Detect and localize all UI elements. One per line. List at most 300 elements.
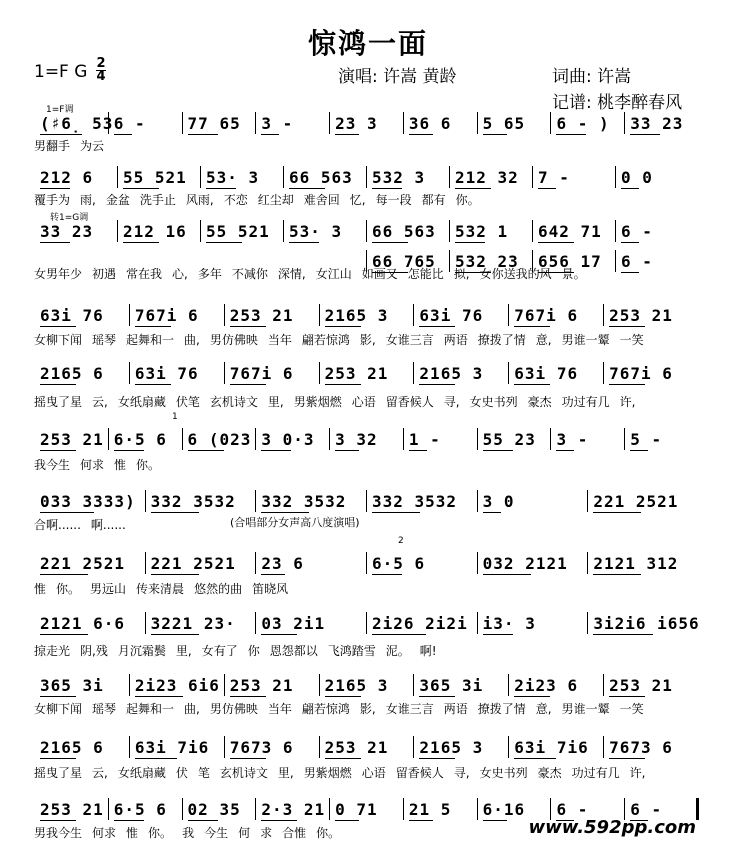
lyrics-row [34,137,698,154]
lyric-word: 你。 [455,193,480,207]
lyric-word: 常在我 [126,267,163,281]
bar-line [477,428,478,450]
key-change-label: 1=F调 [46,105,74,115]
lyric-word: 起舞和一 [126,702,175,716]
lyric-word: 为云 [80,139,105,153]
lyric-word: 啊! [419,644,437,658]
beam-line [372,634,426,635]
beam-line [409,820,433,821]
bar-line [145,552,146,574]
lyric-word: 女江山 [315,267,352,281]
beam-line [325,326,361,327]
lyric-word: 合啊...... [34,518,81,532]
bar-line [224,736,225,758]
measure: 332 3532 [372,492,458,511]
bar-line [615,220,616,242]
lyric-word: 忆, [349,193,366,207]
measure: 2165 3 [324,306,389,325]
bar-line [615,250,616,272]
lyric-word: 当年 [267,702,292,716]
beam-line [261,820,297,821]
lyric-word: 许, [619,395,636,409]
measure: 212 16 [123,222,187,241]
bar-line [319,362,320,384]
bar-line [449,220,450,242]
lyric-word: 摇曳了星 [34,766,83,780]
lyric-word: 撩拨了情 [477,333,526,347]
bar-line [329,798,330,820]
lyric-word: 瑶琴 [92,333,117,347]
score-row [34,168,698,192]
bar-line [117,220,118,242]
beam-line [621,188,639,189]
beam-line [514,326,550,327]
beam-line [123,188,159,189]
measure: 3 0 [482,492,515,511]
measure: 66 563 [372,222,436,241]
meter-bottom: 4 [96,69,106,84]
chorus-note: (合唱部分女声高八度演唱) [230,516,360,529]
measure: 6 (023 [187,430,252,449]
lyric-word: 飞鸿踏雪 [327,644,376,658]
measure: 7673 6 [609,738,673,757]
bar-line [117,166,118,188]
measure: 253 21 [609,306,673,325]
beam-line [114,450,144,451]
score-row [34,554,698,578]
lyric-word: 多年 [197,267,222,281]
measure: 5 65 [482,114,526,133]
lyric-word: 曲, [184,333,200,347]
beam-line [455,242,485,243]
lyric-word: 啊...... [90,518,126,532]
lyric-word: 难舍回 [303,193,340,207]
lyric-word: 云, [92,395,108,409]
lyric-word: 每一段 [375,193,412,207]
measure: 33 23 [630,114,684,133]
measure: 0 0 [621,168,653,187]
beam-line [114,820,144,821]
bar-line [532,166,533,188]
beam-line [261,634,297,635]
measure: 53· 3 [289,222,343,241]
bar-line [283,166,284,188]
lyric-word: 你 [247,644,260,658]
lyric-word: 都有 [421,193,446,207]
measure: 63i 7i6 [134,738,210,757]
lyric-word: 留香候人 [395,766,444,780]
bar-line [550,112,551,134]
lyric-word: 笛晓风 [252,582,289,596]
beam-line [609,696,645,697]
lyric-word: 里, [175,644,192,658]
measure: 55 23 [482,430,536,449]
beam-line [188,820,218,821]
score-row [34,676,698,700]
lyric-word: 寻, [443,395,460,409]
lyric-word: 求 [260,826,273,840]
measure: 63i 76 [40,306,104,325]
beam-line [514,758,556,759]
beam-line [419,758,455,759]
lyric-word: 功过有几 [561,395,610,409]
measure: 332 3532 [261,492,347,511]
measure: 1 - [408,430,441,449]
lyric-word: 男紫烟燃 [293,395,342,409]
bar-line [477,490,478,512]
lyric-word: 何求 [92,826,117,840]
beam-line [40,758,76,759]
lyric-word: 影, [359,333,376,347]
bar-line [413,736,414,758]
measure: 02 35 [187,800,241,819]
bar-line [108,798,109,820]
measure: 6 - [621,222,653,241]
lyric-word: 传来清晨 [136,582,185,596]
measure: 2i23 6 [514,676,579,695]
bar-line [129,304,130,326]
lyric-word: 女史书列 [479,766,528,780]
bar-line [587,612,588,634]
bar-line [319,736,320,758]
score-row [34,614,698,638]
lyric-word: 月沉霜鬓 [117,644,166,658]
lyric-word: 男谁一颦 [561,702,610,716]
lyric-word: 起舞和一 [126,333,175,347]
measure: 66 563 [289,168,353,187]
bar-line [508,304,509,326]
final-bar-line [696,798,699,820]
bar-line [413,674,414,696]
beam-line [230,696,266,697]
beam-line [630,450,648,451]
lyric-word: 女谁三言 [385,702,434,716]
measure: 532 23 [455,252,519,271]
beam-line [538,242,574,243]
meter-top: 2 [96,56,106,71]
bar-line [366,250,367,272]
beam-line [372,272,408,273]
measure: 6 - [630,800,663,819]
beam-line [409,134,433,135]
lyric-word: 心语 [361,766,386,780]
beam-line [455,188,491,189]
bar-line [508,674,509,696]
bar-line [108,428,109,450]
beam-line [261,450,291,451]
beam-line [123,242,159,243]
beam-line [135,758,177,759]
measure: 03 2i1 [261,614,326,633]
measure: 55 521 [206,222,270,241]
measure: 23 6 [261,554,304,573]
bar-line [255,612,256,634]
beam-line [483,634,513,635]
lyric-word: 女你送我的风 [479,267,552,281]
score-row [34,738,698,762]
bar-line [255,490,256,512]
beam-line [335,134,359,135]
bar-line [329,112,330,134]
beam-line [151,634,199,635]
bar-line [403,798,404,820]
measure: 221 2521 [40,554,126,573]
measure: 253 21 [229,676,294,695]
measure: 767i 6 [514,306,579,325]
beam-line [40,696,76,697]
measure: 532 1 [455,222,509,241]
measure: 3 0·3 [261,430,315,449]
lyric-word: 男仿佛映 [209,702,258,716]
beam-line [483,134,507,135]
measure: 767i 6 [609,364,673,383]
lyric-word: 瑶琴 [92,702,117,716]
lyric-word: 我 [182,826,195,840]
lyric-word: 男我今生 [34,826,83,840]
bar-line [532,220,533,242]
beam-line [372,512,420,513]
beam-line [372,188,402,189]
beam-line [40,634,88,635]
lyric-word: 翩若惊鸿 [301,702,350,716]
bar-line [532,250,533,272]
lyric-word: 女谁三言 [385,333,434,347]
measure: 656 17 [538,252,602,271]
bar-line [200,220,201,242]
measure: 6 - [621,252,653,271]
measure: 253 21 [40,430,104,449]
lyric-word: 我今生 [34,458,71,472]
lyric-word: 你。 [56,582,81,596]
lyric-word: 红尘却 [257,193,294,207]
bar-line [477,798,478,820]
lyric-word: 一笑 [619,333,644,347]
lyric-word: 男紫烟燃 [303,766,352,780]
measure: (♯6̣ 53 [40,114,114,133]
key-change-label: 转1=G调 [50,213,89,223]
lyric-word: 你。 [136,458,161,472]
score-row [34,114,698,138]
bar-line [403,112,404,134]
bar-line [366,552,367,574]
lyric-word: 寻, [453,766,470,780]
measure: 365 3i [40,676,104,695]
bar-line [224,674,225,696]
beam-line [372,574,402,575]
score-row [34,252,698,276]
bar-line [413,304,414,326]
lyric-word: 意, [535,702,552,716]
bar-line [145,612,146,634]
lyric-word: 摇曳了星 [34,395,83,409]
beam-line [40,820,76,821]
beam-line [40,384,76,385]
lyric-word: 伏笔 [175,395,200,409]
lyrics-row [34,191,698,208]
lyric-word: 男远山 [90,582,127,596]
beam-line [609,326,645,327]
lyric-word: 留香候人 [385,395,434,409]
lyric-word: 不减你 [231,267,268,281]
beam-line [40,450,76,451]
bar-line [477,552,478,574]
measure: 55 521 [123,168,187,187]
lyric-word: 女纸扇藏 [117,766,166,780]
lyric-word: 女男年少 [34,267,83,281]
lyrics-row [34,580,698,597]
beam-line [230,758,266,759]
beam-line [556,134,586,135]
lyric-word: 洗手止 [139,193,176,207]
lyric-word: 两语 [443,333,468,347]
lyric-word: 金盆 [105,193,130,207]
lyric-word: 泥。 [385,644,410,658]
lyric-word: 玄机诗文 [209,395,258,409]
lyric-word: 一笑 [619,702,644,716]
bar-line [182,112,183,134]
measure: 2165 6 [40,364,104,383]
beam-line [289,188,325,189]
beam-line [630,134,660,135]
lyric-word: 你。 [316,826,341,840]
measure: 6·5 6 [113,430,167,449]
measure: 6 - [556,800,589,819]
measure: 365 3i [419,676,484,695]
beam-line [230,384,266,385]
bar-line [224,304,225,326]
lyric-word: 深情, [277,267,306,281]
measure: 21 5 [408,800,452,819]
bar-line [624,112,625,134]
measure: 6 - [113,114,146,133]
lyric-word: 翩若惊鸿 [301,333,350,347]
lyric-word: 惟 [114,458,127,472]
lyric-word: 豪杰 [537,766,562,780]
lyric-word: 里, [277,766,294,780]
lyric-word: 伏 [175,766,188,780]
beam-line [230,326,266,327]
measure: 253 21 [609,676,673,695]
bar-line [366,612,367,634]
measure: 253 21 [324,364,389,383]
measure: 66 765 [372,252,436,271]
lyric-word: 许, [629,766,646,780]
bar-line [200,166,201,188]
lyric-word: 惟 [34,582,47,596]
lyric-word: 男翻手 [34,139,71,153]
beam-line [483,574,531,575]
score-row [34,306,698,330]
beam-line [514,696,550,697]
lyric-word: 心语 [351,395,376,409]
beam-line [40,134,82,135]
measure: 63i 76 [514,364,579,383]
measure: 6·16 [482,800,526,819]
measure: 2165 3 [324,676,389,695]
lyric-word: 悠然的曲 [194,582,243,596]
key-signature: 1=F G [34,62,88,82]
beam-line [40,188,70,189]
beam-line [621,242,639,243]
lyric-word: 玄机诗文 [219,766,268,780]
composer: 词曲: 许嵩 [552,67,632,87]
beam-line [514,384,550,385]
measure: 253 21 [229,306,294,325]
lyric-word: 惟 [126,826,139,840]
beam-line [419,384,455,385]
measure: 53· 3 [206,168,260,187]
beam-line [483,512,501,513]
bar-line [366,490,367,512]
beam-line [325,758,361,759]
measure: 63i 76 [419,306,484,325]
bar-line [129,736,130,758]
beam-line [261,134,279,135]
beam-line [409,450,427,451]
bar-line [508,736,509,758]
lyric-word: 影, [359,702,376,716]
lyric-word: 女纸扇藏 [117,395,166,409]
measure: 2165 6 [40,738,104,757]
bar-line [255,798,256,820]
lyric-word: 曲, [184,702,200,716]
measure: 33 23 [40,222,94,241]
measure: 3 - [261,114,294,133]
beam-line [151,512,199,513]
bar-line [603,304,604,326]
lyric-word: 两语 [443,702,468,716]
measure: 221 2521 [150,554,236,573]
beam-line [455,272,491,273]
beam-line [538,188,556,189]
beam-line [40,326,76,327]
beam-line [593,512,641,513]
beam-line [135,384,171,385]
beam-line [593,574,641,575]
lyrics-row [34,764,698,781]
bar-line [366,166,367,188]
bar-line [255,552,256,574]
bar-line [329,428,330,450]
volta-ending-2: 2 [398,536,404,546]
lyric-word: 何求 [80,458,105,472]
beam-line [609,384,645,385]
bar-line [413,362,414,384]
measure: 0 71 [335,800,378,819]
lyric-word: 女柳下闻 [34,333,83,347]
volta-ending-1: 1 [172,412,178,422]
lyrics-row [34,516,698,533]
bar-line [603,736,604,758]
watermark: www.592pp.com [528,817,696,838]
measure: 6 - ) [556,114,610,133]
lyric-word: 合惟 [282,826,307,840]
measure: 2121 6·6 [40,614,126,633]
bar-line [255,112,256,134]
beam-line [621,272,639,273]
lyrics-row [34,700,698,717]
singers: 演唱: 许嵩 黄龄 [338,67,457,87]
beam-line [40,242,70,243]
beam-line [538,272,574,273]
score-row [34,364,698,388]
bar-line [283,220,284,242]
lyric-word: 女有了 [201,644,238,658]
lyric-word: 景。 [561,267,586,281]
bar-line [129,674,130,696]
lyrics-row [34,331,698,348]
lyric-word: 拟, [453,267,470,281]
